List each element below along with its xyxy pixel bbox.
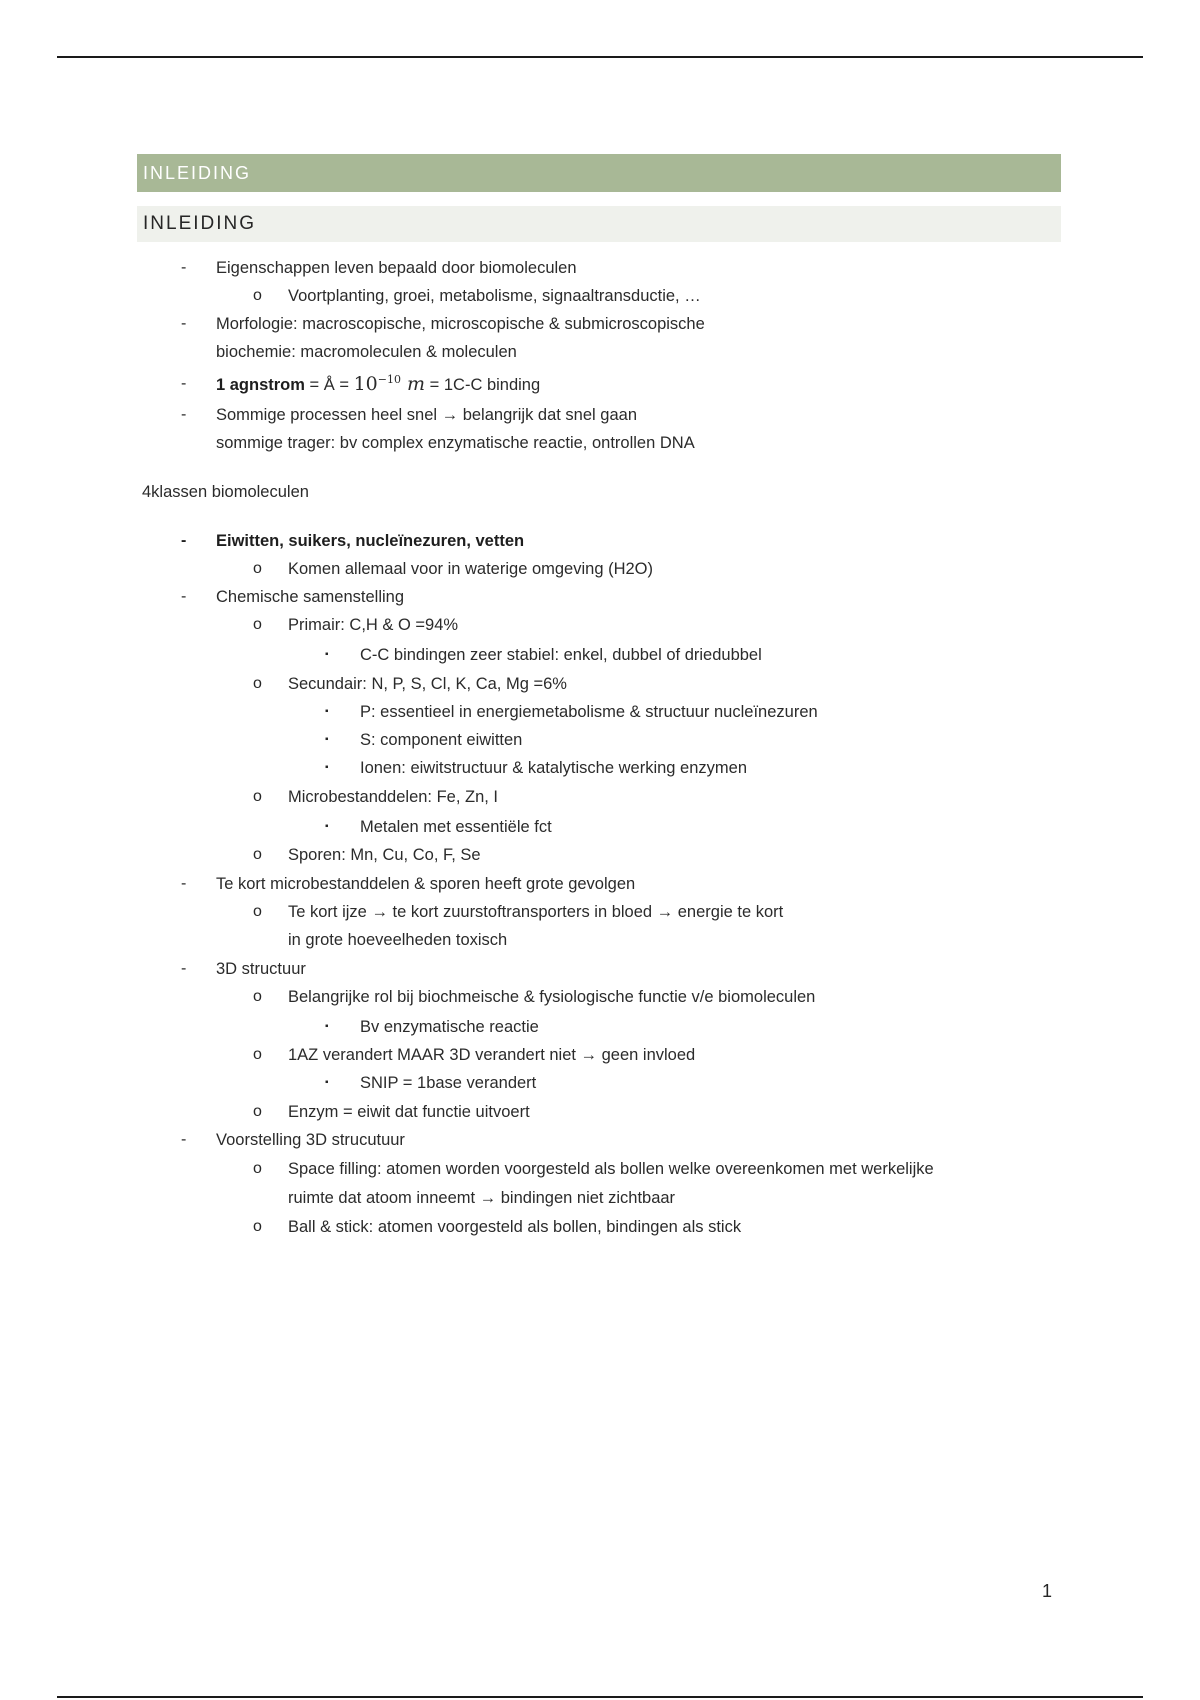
text-fragment: = Å = — [304, 376, 354, 394]
bullet-circle: o — [253, 616, 262, 633]
bullet-dash: - — [181, 406, 187, 423]
list-item-angstrom — [216, 373, 540, 396]
list-item: P: essentieel in energiemetabolisme & structuur nucleïnezuren — [360, 703, 818, 721]
list-item-continuation: sommige trager: bv complex enzymatische reactie, ontrollen DNA — [216, 434, 695, 452]
list-item: 3D structuur — [216, 960, 306, 978]
bullet-dash: - — [181, 315, 187, 332]
bullet-square: ▪ — [325, 1077, 329, 1088]
math-base: 10 — [353, 373, 378, 395]
bullet-dash: - — [181, 588, 187, 605]
list-item: Belangrijke rol bij biochmeische & fysiologische functie v/e biomoleculen — [288, 988, 816, 1006]
list-item: Bv enzymatische reactie — [360, 1018, 539, 1036]
bullet-circle: o — [253, 287, 262, 304]
bullet-circle: o — [253, 1103, 262, 1120]
list-item: Metalen met essentiële fct — [360, 818, 552, 836]
list-item: Eigenschappen leven bepaald door biomoleculen — [216, 259, 577, 277]
bullet-dash: - — [181, 532, 187, 549]
bullet-dash: - — [181, 960, 187, 977]
list-item: Primair: C,H & O =94% — [288, 616, 459, 634]
bullet-circle: o — [253, 675, 262, 692]
bullet-circle: o — [253, 1218, 262, 1235]
list-item-bold: Eiwitten, suikers, nucleïnezuren, vetten — [216, 532, 525, 550]
bullet-square: ▪ — [325, 649, 329, 660]
list-item: Voorstelling 3D strucutuur — [216, 1131, 405, 1149]
paragraph: 4klassen biomoleculen — [142, 483, 309, 501]
list-item-continuation: biochemie: macromoleculen & moleculen — [216, 343, 517, 361]
math-exponent: −10 — [377, 373, 401, 386]
list-item: Morfologie: macroscopische, microscopische & submicroscopische — [216, 315, 705, 333]
heading-2: INLEIDING — [137, 206, 1061, 242]
bullet-circle: o — [253, 988, 262, 1005]
list-item: Sommige processen heel snel → belangrijk dat snel gaan — [216, 406, 637, 424]
list-item: Te kort microbestanddelen & sporen heeft grote gevolgen — [216, 875, 636, 893]
bullet-square: ▪ — [325, 734, 329, 745]
bullet-circle: o — [253, 903, 262, 920]
bullet-circle: o — [253, 788, 262, 805]
bullet-square: ▪ — [325, 706, 329, 717]
page-number: 1 — [1042, 1581, 1053, 1601]
list-item: Ball & stick: atomen voorgesteld als bollen, bindingen als stick — [288, 1218, 742, 1236]
list-item: Sporen: Mn, Cu, Co, F, Se — [288, 846, 481, 864]
math-formula — [354, 373, 425, 395]
math-unit: m — [407, 373, 426, 395]
list-item: Enzym = eiwit dat functie uitvoert — [288, 1103, 530, 1121]
bullet-circle: o — [253, 846, 262, 863]
bullet-dash: - — [181, 875, 187, 892]
bullet-dash: - — [181, 375, 187, 392]
list-item: Te kort ijze → te kort zuurstoftransporters in bloed → energie te kort — [288, 903, 784, 921]
term-angstrom: 1 agnstrom — [216, 376, 305, 394]
list-item-continuation: in grote hoeveelheden toxisch — [288, 931, 508, 949]
list-item: Secundair: N, P, S, Cl, K, Ca, Mg =6% — [288, 675, 567, 693]
list-item: Ionen: eiwitstructuur & katalytische werking enzymen — [360, 759, 748, 777]
bullet-square: ▪ — [325, 1021, 329, 1032]
bullet-dash: - — [181, 259, 187, 276]
bullet-circle: o — [253, 1160, 262, 1177]
bullet-square: ▪ — [325, 762, 329, 773]
list-item: Komen allemaal voor in waterige omgeving (H2O) — [288, 560, 653, 578]
header-rule — [57, 56, 1143, 58]
list-item: C-C bindingen zeer stabiel: enkel, dubbel of driedubbel — [360, 646, 762, 664]
list-item: Space filling: atomen worden voorgesteld als bollen welke overeenkomen met werkelijke — [288, 1160, 934, 1178]
list-item: SNIP = 1base verandert — [360, 1074, 537, 1092]
footer-rule — [57, 1696, 1143, 1698]
bullet-circle: o — [253, 560, 262, 577]
bullet-square: ▪ — [325, 821, 329, 832]
bullet-dash: - — [181, 1131, 187, 1148]
list-item-continuation: ruimte dat atoom inneemt → bindingen niet zichtbaar — [288, 1189, 676, 1207]
list-item: S: component eiwitten — [360, 731, 523, 749]
list-item: Voortplanting, groei, metabolisme, signaaltransductie, … — [288, 287, 701, 305]
list-item: Microbestanddelen: Fe, Zn, I — [288, 788, 499, 806]
bullet-circle: o — [253, 1046, 262, 1063]
list-item: 1AZ verandert MAAR 3D verandert niet → geen invloed — [288, 1046, 696, 1064]
text-fragment: = 1C-C binding — [425, 376, 541, 394]
heading-1: INLEIDING — [137, 154, 1061, 192]
list-item: Chemische samenstelling — [216, 588, 405, 606]
